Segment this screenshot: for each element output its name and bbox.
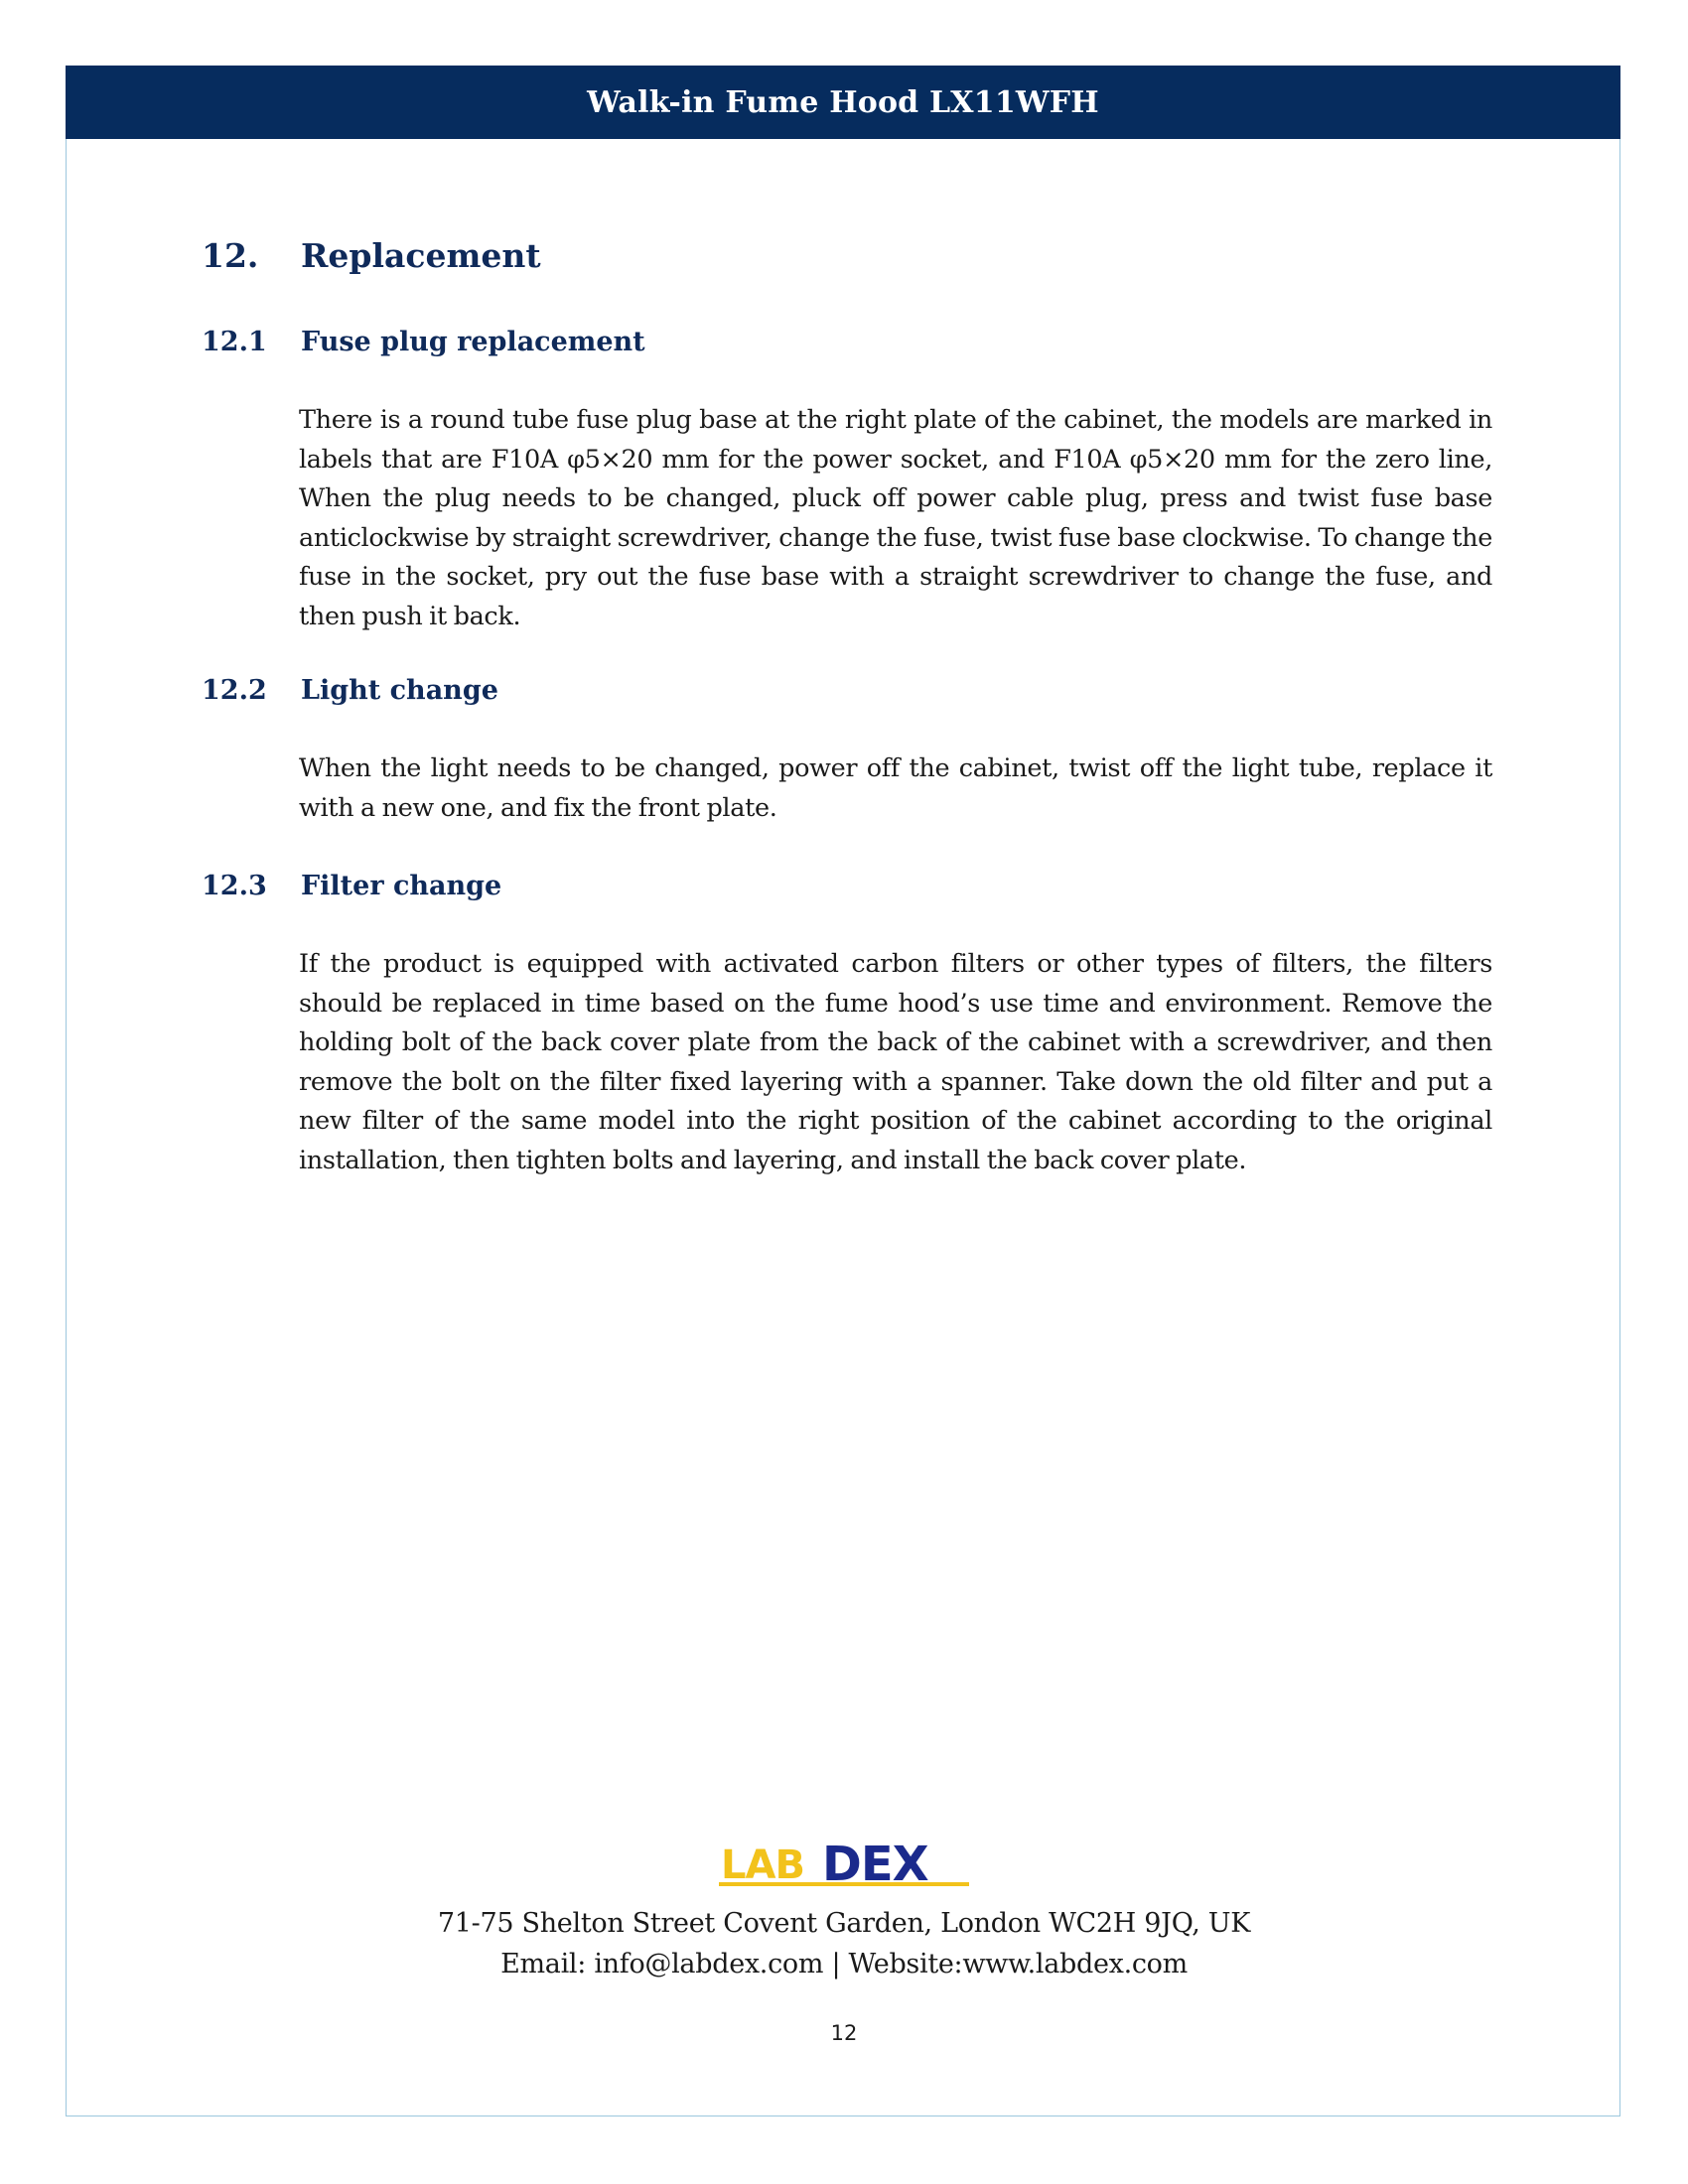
subsection-title: Light change — [301, 675, 498, 706]
footer-contact: Email: info@labdex.com | Website:www.labdex.com — [500, 1949, 1188, 1979]
subsection-number: 12.2 — [202, 675, 267, 706]
logo-lab-text: LAB — [721, 1843, 804, 1888]
paragraph-fuse-plug-replacement: There is a round tube fuse plug base at the right plate of the cabinet, the models are marked in labels that are F10A φ5×20 mm for the power socket, and F10A φ5×20 mm for the zero line, When the plug needs to be changed, pluck off power cable plug, press and twist fuse base anticlockwise by straight screwdriver, change the fuse, twist fuse base clockwise. To change the fuse in the socket, pry out the fuse base with a straight screwdriver to change the fuse, and then push it back. — [299, 405, 1492, 631]
subsection-heading-12-1 — [202, 327, 645, 357]
paragraph-light-change: When the light needs to be changed, power off the cabinet, twist off the light tube, replace it with a new one, and fix the front plate. — [299, 753, 1492, 823]
paragraph-filter-change: If the product is equipped with activated carbon filters or other types of filters, the filters should be replaced in time based on the fume hood’s use time and environment. Remove the holding bolt of the back cover plate from the back of the cabinet with a screwdriver, and then remove the bolt on the filter fixed layering with a spanner. Take down the old filter and put a new filter of the same model into the right position of the cabinet according to the original installation, then tighten bolts and layering, and install the back cover plate. — [299, 949, 1492, 1175]
document-title: Walk-in Fume Hood LX11WFH — [587, 84, 1099, 120]
logo-dex-text: DEX — [822, 1839, 928, 1892]
header-bar — [66, 66, 1620, 139]
subsection-heading-12-2 — [202, 675, 498, 706]
section-title: Replacement — [301, 236, 541, 275]
section-number: 12. — [202, 236, 259, 275]
footer-address: 71-75 Shelton Street Covent Garden, London WC2H 9JQ, UK — [437, 1908, 1251, 1939]
subsection-title: Filter change — [301, 871, 502, 901]
section-heading — [202, 236, 541, 275]
subsection-number: 12.3 — [202, 871, 267, 901]
page-number: 12 — [830, 2021, 858, 2045]
subsection-title: Fuse plug replacement — [301, 327, 645, 357]
labdex-logo — [717, 1839, 971, 1898]
subsection-heading-12-3 — [202, 871, 501, 901]
subsection-number: 12.1 — [202, 327, 267, 357]
